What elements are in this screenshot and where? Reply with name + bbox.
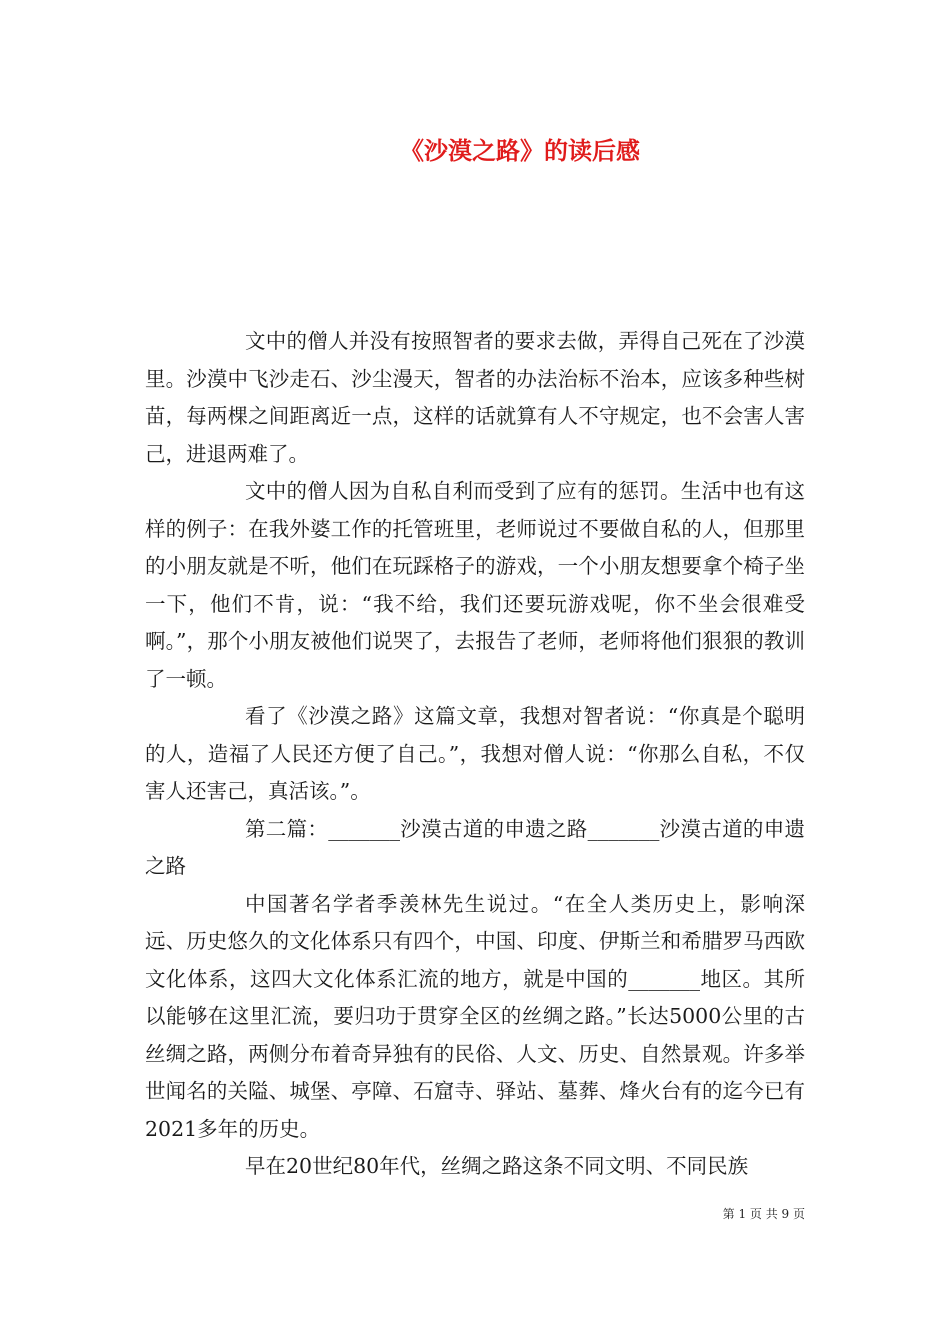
document-title: 《沙漠之路》的读后感 xyxy=(400,136,640,165)
page-number-footer: 第 1 页 共 9 页 xyxy=(722,1207,805,1221)
paragraph-2: 文中的僧人因为自私自利而受到了应有的惩罚。生活中也有这样的例子：在我外婆工作的托管班里，老师说过不要做自私的人，但那里的小朋友就是不听，他们在玩踩格子的游戏，一个小朋友想要拿个椅子坐一下，他们不肯，说：“我不给，我们还要玩游戏呢，你不坐会很难受啊。”，那个小朋友被他们说哭了，去报告了老师，老师将他们狠狠的教训了一顿。 xyxy=(145,479,805,691)
document-body xyxy=(145,323,805,1186)
paragraph-4: 第二篇：_______沙漠古道的申遗之路_______沙漠古道的申遗之路 xyxy=(145,816,805,878)
paragraph-1: 文中的僧人并没有按照智者的要求去做，弄得自己死在了沙漠里。沙漠中飞沙走石、沙尘漫天，智者的办法治标不治本，应该多种些树苗，每两棵之间距离近一点，这样的话就算有人不守规定，也不会害人害己，进退两难了。 xyxy=(145,329,805,466)
paragraph-5: 中国著名学者季羡林先生说过。“在全人类历史上，影响深远、历史悠久的文化体系只有四个，中国、印度、伊斯兰和希腊罗马西欧文化体系，这四大文化体系汇流的地方，就是中国的_______地区。其所以能够在这里汇流，要归功于贯穿全区的丝绸之路。”长达5000公里的古丝绸之路，两侧分布着奇异独有的民俗、人文、历史、自然景观。许多举世闻名的关隘、城堡、亭障、石窟寺、驿站、墓葬、烽火台有的迄今已有2021多年的历史。 xyxy=(145,891,805,1141)
paragraph-3: 看了《沙漠之路》这篇文章，我想对智者说：“你真是个聪明的人，造福了人民还方便了自己。”，我想对僧人说：“你那么自私，不仅害人还害己，真活该。”。 xyxy=(145,704,805,803)
paragraph-6: 早在20世纪80年代，丝绸之路这条不同文明、不同民族 xyxy=(245,1154,749,1178)
